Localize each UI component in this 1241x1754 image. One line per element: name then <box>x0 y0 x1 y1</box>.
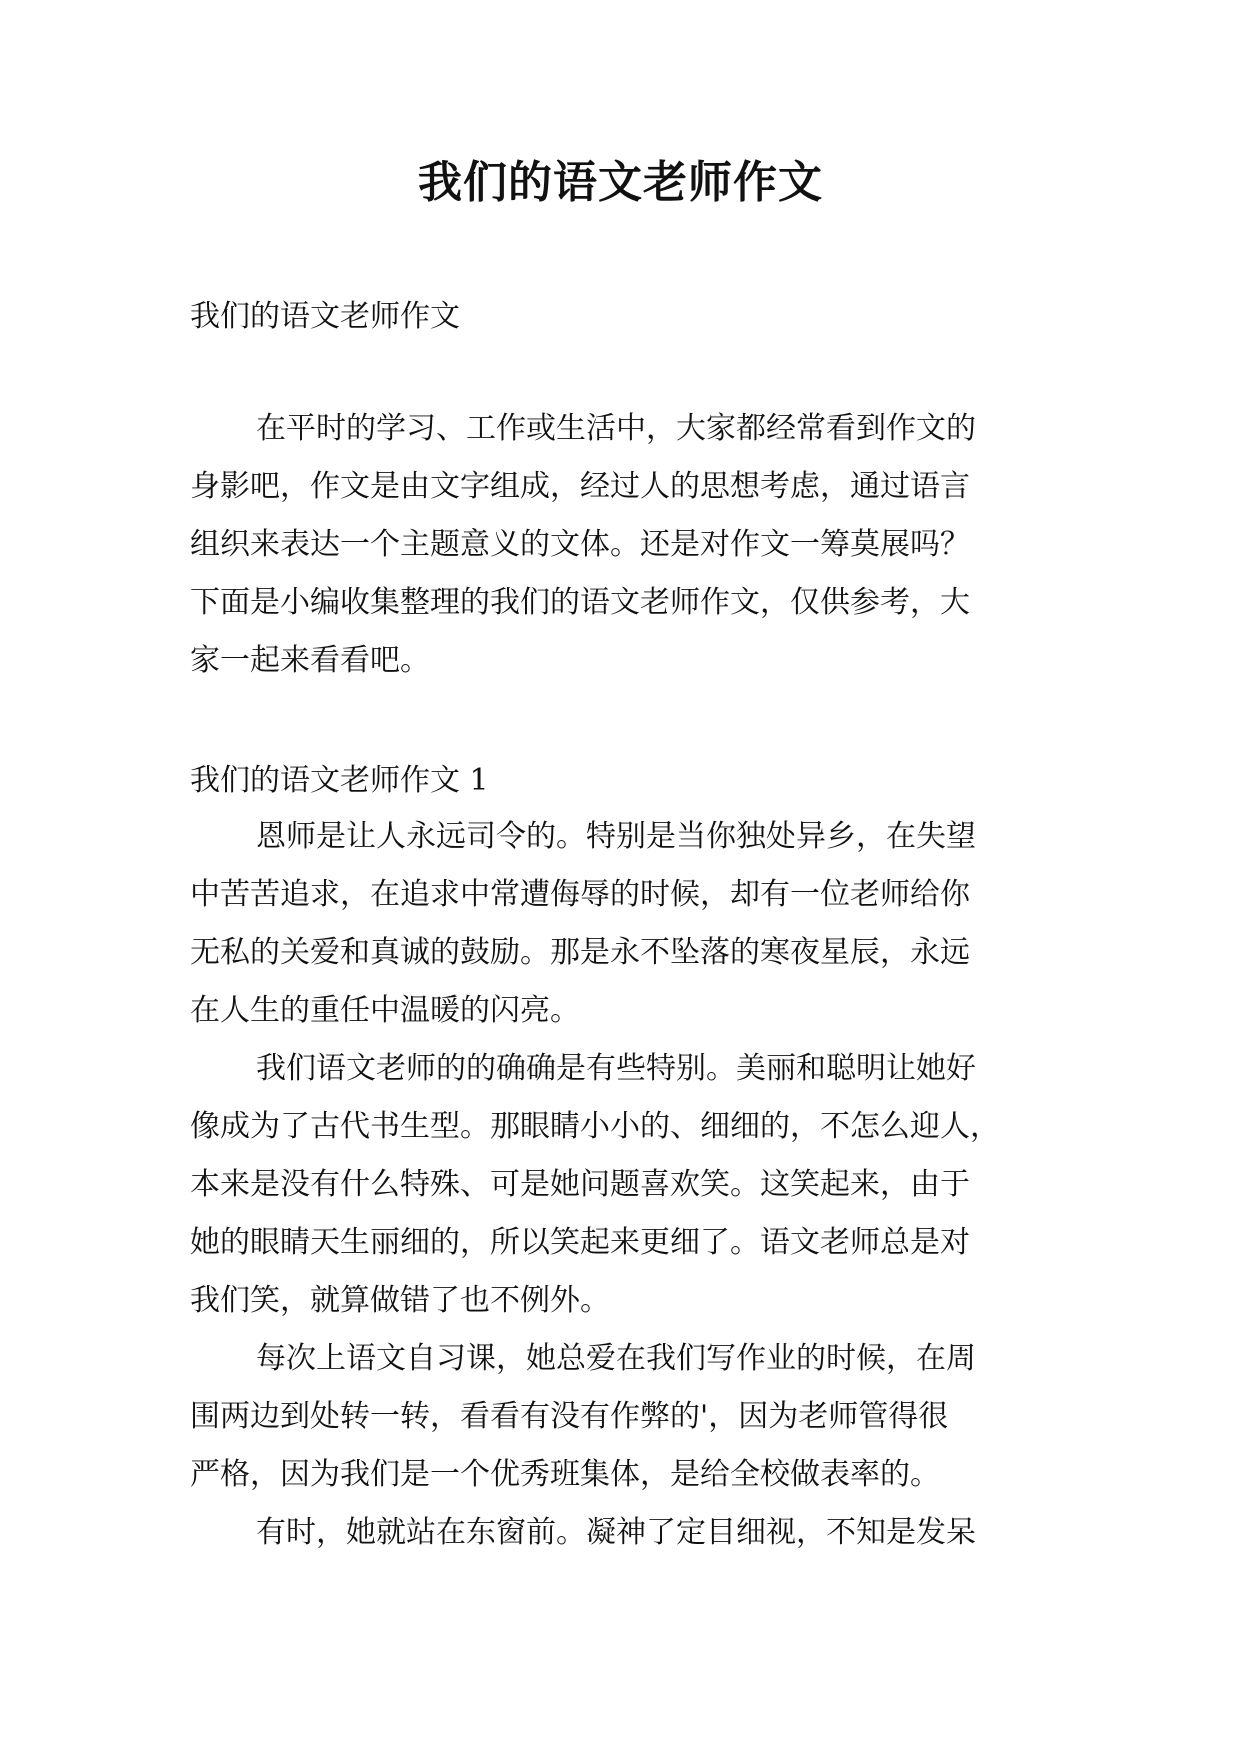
section-heading: 我们的语文老师作文 1 <box>190 763 489 798</box>
body-line: 围两边到处转一转，看看有没有作弊的'，因为老师管得很 <box>190 1399 949 1434</box>
body-line: 严格，因为我们是一个优秀班集体，是给全校做表率的。 <box>190 1457 940 1492</box>
intro-line: 家一起来看看吧。 <box>190 643 430 678</box>
intro-line: 身影吧，作文是由文字组成，经过人的思想考虑，通过语言 <box>190 469 970 504</box>
body-line: 本来是没有什么特殊、可是她问题喜欢笑。这笑起来，由于 <box>190 1167 970 1202</box>
intro-line: 组织来表达一个主题意义的文体。还是对作文一筹莫展吗？ <box>190 527 970 562</box>
body-line: 每次上语文自习课，她总爱在我们写作业的时候，在周 <box>256 1341 976 1376</box>
intro-line: 下面是小编收集整理的我们的语文老师作文，仅供参考，大 <box>190 585 970 620</box>
body-line: 像成为了古代书生型。那眼睛小小的、细细的，不怎么迎人， <box>190 1109 1000 1144</box>
body-line: 我们语文老师的的确确是有些特别。美丽和聪明让她好 <box>256 1051 976 1086</box>
body-line: 她的眼睛天生丽细的，所以笑起来更细了。语文老师总是对 <box>190 1225 970 1260</box>
body-line: 我们笑，就算做错了也不例外。 <box>190 1283 610 1318</box>
document-subtitle: 我们的语文老师作文 <box>190 299 460 334</box>
body-line: 有时，她就站在东窗前。凝神了定目细视，不知是发呆 <box>256 1515 976 1550</box>
body-line: 恩师是让人永远司令的。特别是当你独处异乡，在失望 <box>256 819 976 854</box>
essay-body <box>190 808 1060 1562</box>
intro-paragraph <box>190 400 1060 690</box>
document-title: 我们的语文老师作文 <box>418 157 823 208</box>
body-line: 无私的关爱和真诚的鼓励。那是永不坠落的寒夜星辰，永远 <box>190 935 970 970</box>
intro-line: 在平时的学习、工作或生活中，大家都经常看到作文的 <box>256 411 976 446</box>
body-line: 中苦苦追求，在追求中常遭侮辱的时候，却有一位老师给你 <box>190 877 970 912</box>
body-line: 在人生的重任中温暖的闪亮。 <box>190 993 580 1028</box>
